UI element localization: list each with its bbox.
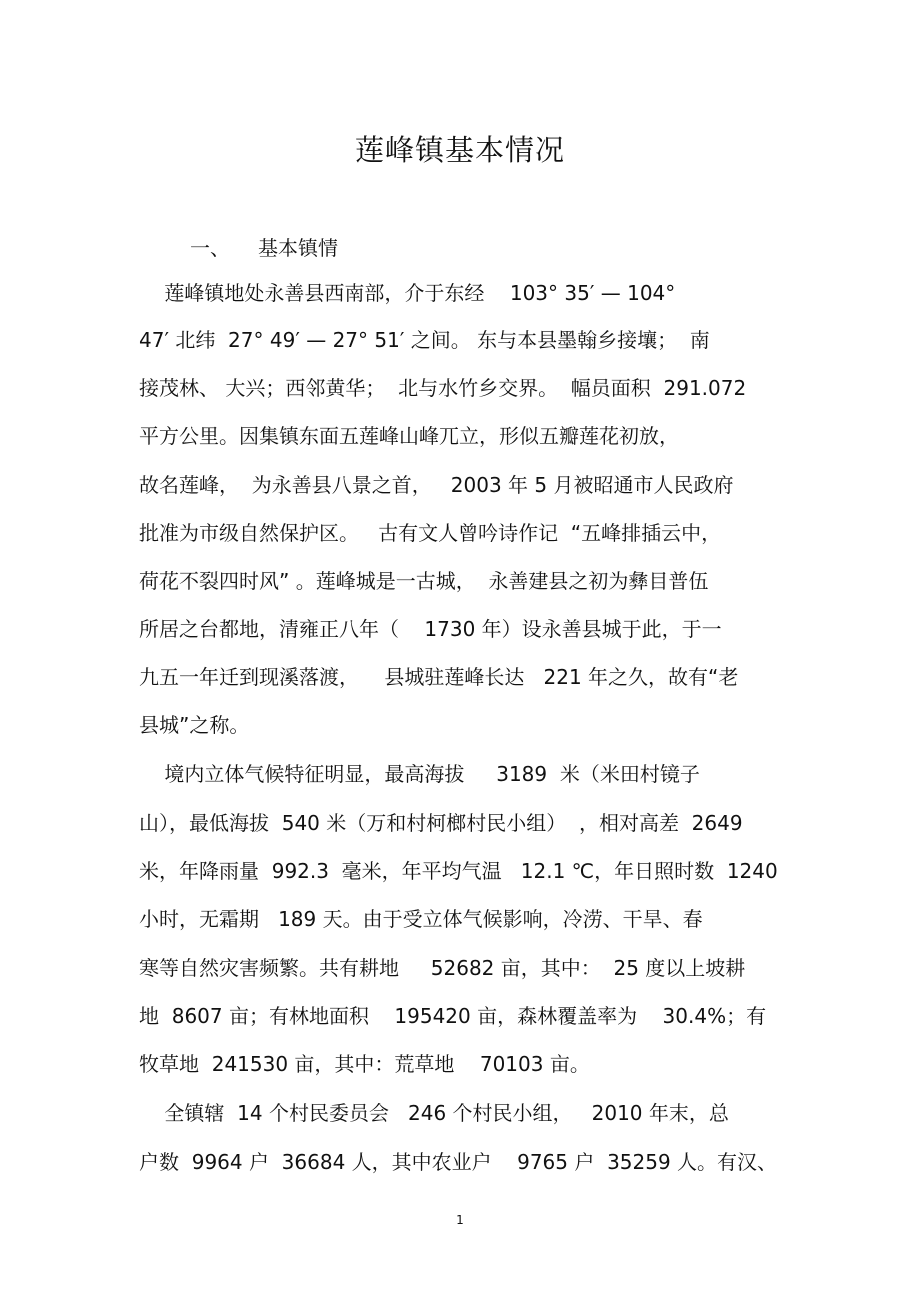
text-line: 境内立体气候特征明显，最高海拔 3189 米（米田村镜子 [139,762,700,786]
text-line: 所居之台都地，清雍正八年（ 1730 年）设永善县城于此，于一 [139,617,722,641]
page-title: 莲峰镇基本情况 [354,133,565,167]
text-line: 47′ 北纬 27° 49′ — 27° 51′ 之间。 东与本县墨翰乡接壤； 南 [139,328,710,352]
text-line: 故名莲峰， 为永善县八景之首， 2003 年 5 月被昭通市人民政府 [139,473,734,497]
section-heading [190,232,338,261]
section-label: 基本镇情 [258,236,338,260]
text-line: 户数 9964 户 36684 人，其中农业户 9765 户 35259 人。有汉、 [139,1150,778,1174]
section-number: 一、 [190,236,230,260]
text-line: 荷花不裂四时风” 。莲峰城是一古城， 永善建县之初为彝目普伍 [139,569,709,593]
text-line: 平方公里。因集镇东面五莲峰山峰兀立，形似五瓣莲花初放， [139,424,679,448]
text-line: 地 8607 亩；有林地面积 195420 亩，森林覆盖率为 30.4%；有 [139,1004,767,1028]
text-line: 九五一年迁到现溪落渡， 县城驻莲峰长达 221 年之久，故有“老 [139,665,739,689]
text-line: 米，年降雨量 992.3 毫米，年平均气温 12.1 ℃，年日照时数 1240 [139,859,778,883]
text-line: 接茂林、 大兴；西邻黄华； 北与水竹乡交界。 幅员面积 291.072 [139,376,747,400]
text-line: 小时，无霜期 189 天。由于受立体气候影响，冷涝、干旱、春 [139,907,703,931]
page-number: 1 [456,1213,464,1227]
text-line: 县城”之称。 [139,713,250,737]
text-line: 牧草地 241530 亩，其中：荒草地 70103 亩。 [139,1052,590,1076]
text-line: 莲峰镇地处永善县西南部，介于东经 103° 35′ — 104° [139,281,676,305]
text-line: 批准为市级自然保护区。 古有文人曾吟诗作记 “五峰排插云中， [139,521,722,545]
text-line: 山），最低海拔 540 米（万和村柯榔村民小组） ，相对高差 2649 [139,811,743,835]
text-line: 寒等自然灾害频繁。共有耕地 52682 亩，其中： 25 度以上坡耕 [139,956,746,980]
text-line: 全镇辖 14 个村民委员会 246 个村民小组， 2010 年末，总 [139,1101,729,1125]
